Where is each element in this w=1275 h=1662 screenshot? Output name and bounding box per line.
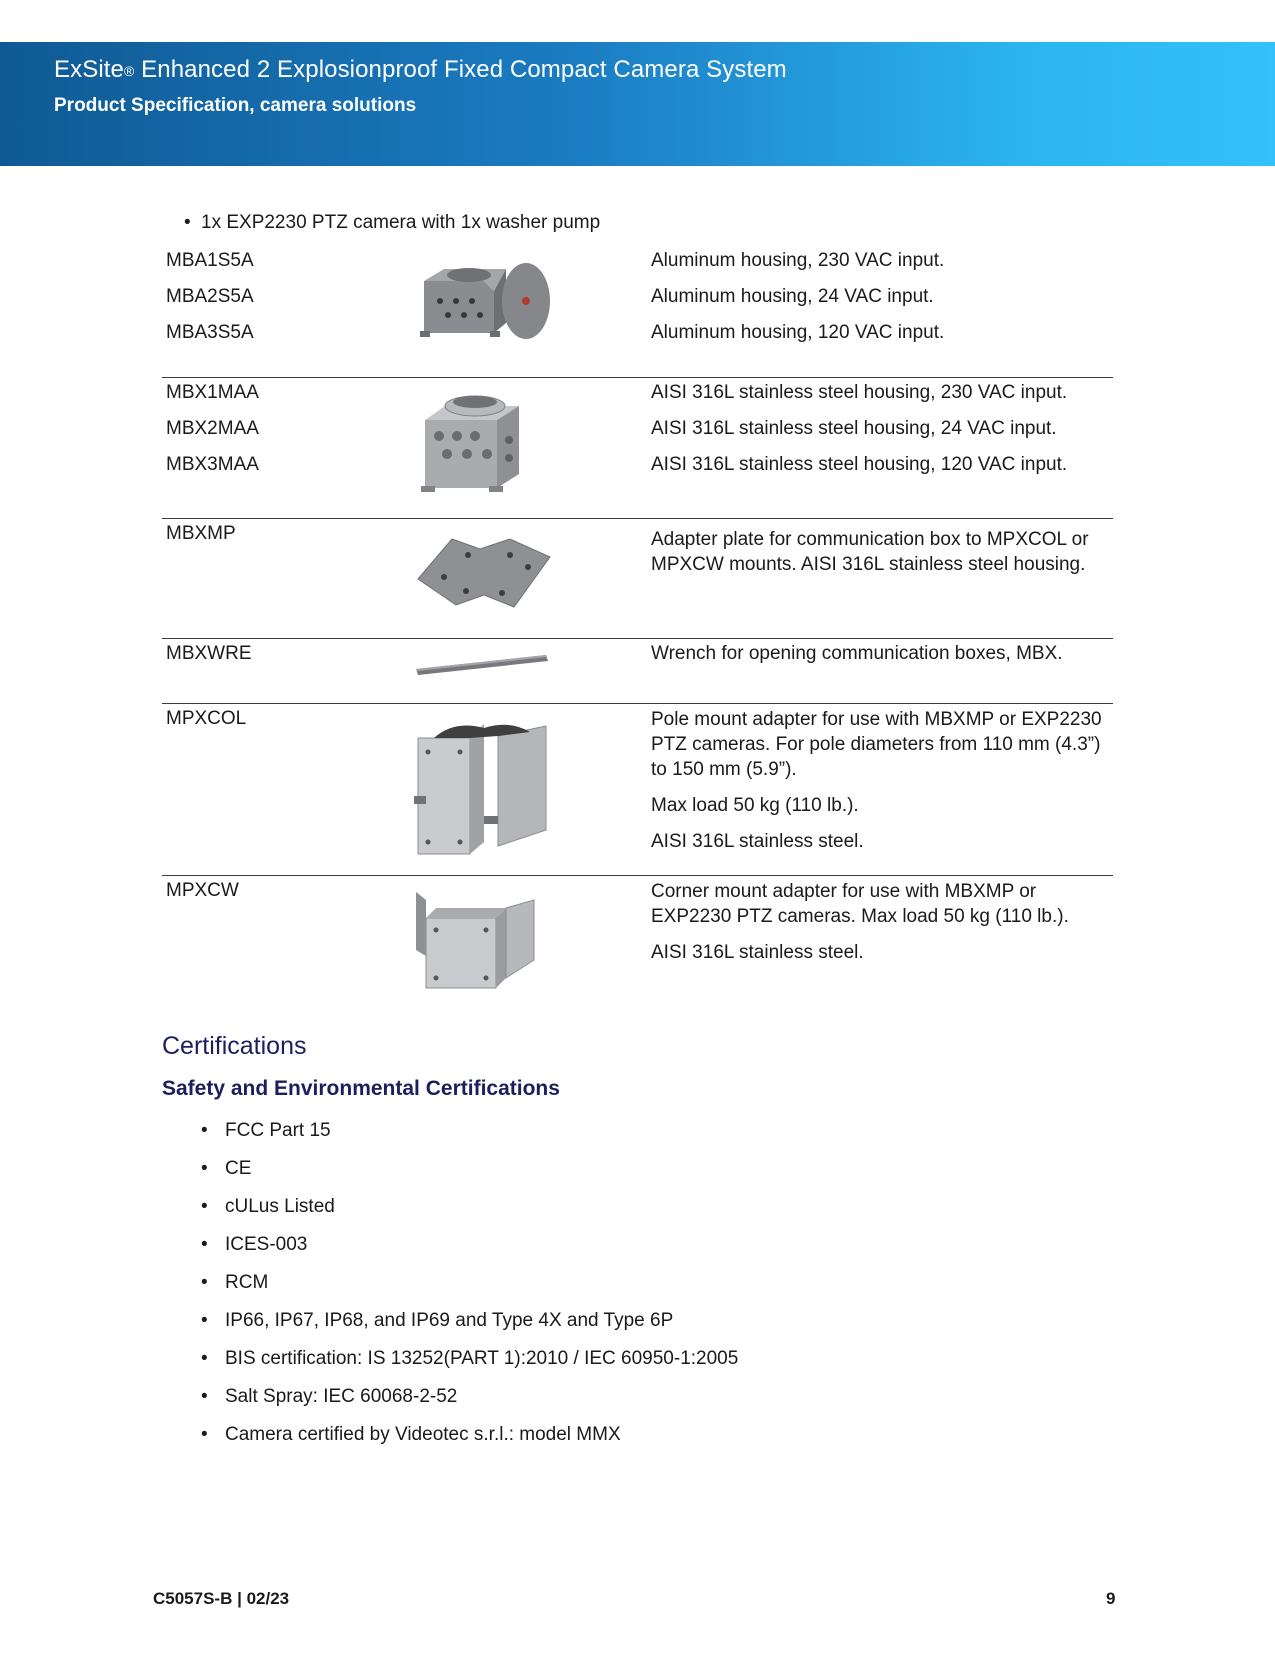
part-descriptions [651, 243, 1113, 351]
header-banner [0, 42, 1275, 166]
bullet-icon: • [184, 212, 191, 233]
certification-text: BIS certification: IS 13252(PART 1):2010 / IEC 60950-1:2005 [225, 1348, 739, 1369]
list-item [201, 1188, 738, 1226]
document-title [54, 56, 787, 84]
part-description: Aluminum housing, 230 VAC input. [651, 250, 945, 271]
accessory-row [162, 703, 1113, 876]
certification-text: cULus Listed [225, 1196, 335, 1217]
bullet-icon: • [201, 1386, 208, 1407]
part-description: AISI 316L stainless steel housing, 120 VAC input. [651, 454, 1068, 475]
list-item [201, 1112, 738, 1150]
certification-text: FCC Part 15 [225, 1120, 331, 1141]
part-description: AISI 316L stainless steel. [651, 831, 864, 852]
part-code: MBX2MAA [166, 418, 259, 439]
part-code: MBXMP [166, 523, 236, 544]
part-description: Pole mount adapter for use with MBXMP or EXP2230 PTZ cameras. For pole diameters from 110 mm (4.3”) to 150 mm (5.9”). [651, 709, 1102, 780]
bullet-icon: • [201, 1158, 208, 1179]
part-code: MBX1MAA [166, 382, 259, 403]
part-description: Max load 50 kg (110 lb.). [651, 795, 859, 816]
part-descriptions [651, 375, 1113, 483]
accessory-row [162, 638, 1113, 704]
list-item [201, 1264, 738, 1302]
part-code: MBX3MAA [166, 454, 259, 475]
part-description: AISI 316L stainless steel. [651, 942, 864, 963]
certification-text: RCM [225, 1272, 269, 1293]
certification-text: IP66, IP67, IP68, and IP69 and Type 4X and Type 6P [225, 1310, 674, 1331]
wrench-image [414, 649, 554, 679]
bullet-icon: • [201, 1120, 208, 1141]
part-descriptions [651, 636, 1113, 672]
part-code: MBXWRE [166, 643, 252, 664]
accessory-row [162, 518, 1113, 639]
corner-mount-image [412, 888, 542, 998]
certification-list [201, 1112, 739, 1454]
pole-mount-image [414, 718, 559, 858]
title-rest: Enhanced 2 Explosionproof Fixed Compact Camera System [134, 56, 787, 83]
part-codes [166, 243, 254, 351]
intro-bullet [184, 212, 601, 234]
part-code: MPXCW [166, 880, 239, 901]
bullet-icon: • [201, 1196, 208, 1217]
certification-text: Camera certified by Videotec s.r.l.: model MMX [225, 1424, 621, 1445]
page-number: 9 [1106, 1589, 1116, 1608]
title-brand: ExSite [54, 56, 124, 83]
part-description: Adapter plate for communication box to MPXCOL or MPXCW mounts. AISI 316L stainless steel housing. [651, 529, 1089, 575]
part-description: Wrench for opening communication boxes, MBX. [651, 643, 1063, 664]
accessory-row [162, 875, 1113, 996]
bullet-icon: • [201, 1272, 208, 1293]
part-descriptions [651, 527, 1113, 588]
part-description: AISI 316L stainless steel housing, 24 VAC input. [651, 418, 1057, 439]
part-codes [166, 873, 239, 909]
part-descriptions [651, 879, 1113, 976]
part-description: Aluminum housing, 24 VAC input. [651, 286, 934, 307]
adapter-plate-image [414, 533, 554, 613]
part-codes [166, 375, 259, 483]
bullet-icon: • [201, 1310, 208, 1331]
list-item [201, 1416, 738, 1454]
accessory-row [162, 243, 1113, 363]
list-item [201, 1302, 738, 1340]
part-code: MBA1S5A [166, 250, 254, 271]
part-description: Corner mount adapter for use with MBXMP or EXP2230 PTZ cameras. Max load 50 kg (110 lb.). [651, 881, 1069, 927]
list-item [201, 1378, 738, 1416]
list-item [201, 1226, 738, 1264]
bullet-icon: • [201, 1348, 208, 1369]
certification-text: ICES-003 [225, 1234, 308, 1255]
bullet-icon: • [201, 1234, 208, 1255]
part-codes [166, 636, 252, 672]
intro-bullet-text: 1x EXP2230 PTZ camera with 1x washer pump [201, 212, 601, 233]
part-description: Aluminum housing, 120 VAC input. [651, 322, 945, 343]
part-code: MBA3S5A [166, 322, 254, 343]
part-descriptions [651, 707, 1113, 865]
footer-doc-id: C5057S-B | 02/23 [153, 1589, 290, 1608]
stainless-box-image [417, 390, 537, 500]
part-code: MPXCOL [166, 708, 247, 729]
list-item [201, 1150, 738, 1188]
part-description: AISI 316L stainless steel housing, 230 VAC input. [651, 382, 1068, 403]
document-subtitle: Product Specification, camera solutions [54, 95, 417, 116]
subsection-heading: Safety and Environmental Certifications [162, 1077, 560, 1100]
bullet-icon: • [201, 1424, 208, 1445]
aluminum-box-image [414, 261, 559, 341]
list-item [201, 1340, 739, 1378]
part-codes [166, 701, 246, 737]
section-heading-certifications: Certifications [162, 1032, 307, 1060]
certification-text: Salt Spray: IEC 60068-2-52 [225, 1386, 458, 1407]
part-codes [166, 516, 236, 552]
registered-mark: ® [123, 63, 135, 79]
certification-text: CE [225, 1158, 252, 1179]
part-code: MBA2S5A [166, 286, 254, 307]
accessory-row [162, 377, 1113, 518]
